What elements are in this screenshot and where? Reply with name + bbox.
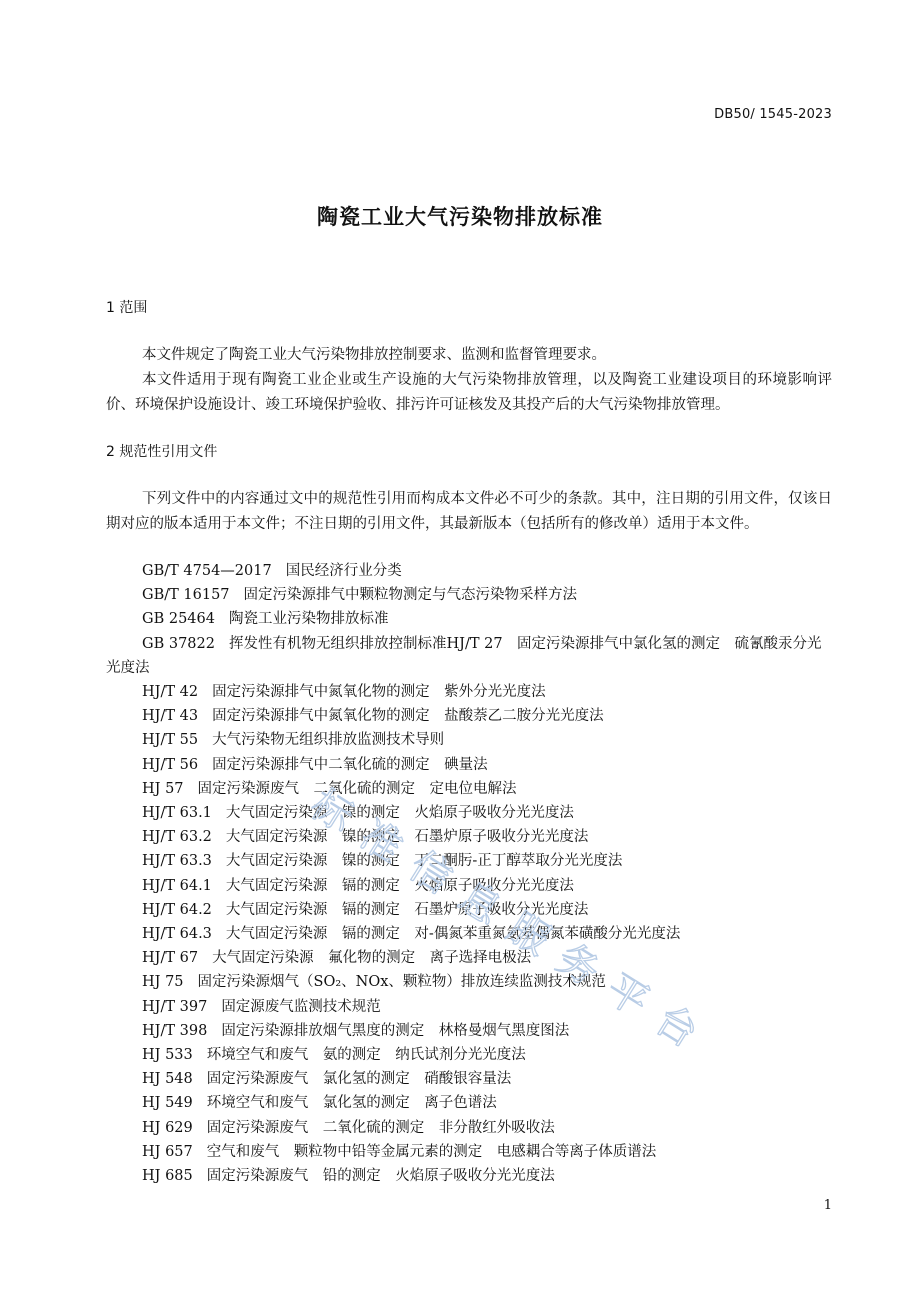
watermark-char: 服 [499, 904, 558, 965]
reference-item [106, 1116, 832, 1140]
watermark-char: 台 [647, 996, 706, 1057]
reference-title: 固定污染源排放烟气黑度的测定 林格曼烟气黑度图法 [221, 1022, 570, 1039]
watermark-char: 信 [401, 842, 460, 904]
reference-code: GB 37822 [142, 635, 215, 652]
reference-code: HJ/T 55 [142, 732, 199, 749]
document-title: 陶瓷工业大气污染物排放标准 [317, 205, 603, 229]
reference-title: 挥发性有机物无组织排放控制标准HJ/T 27 固定污染源排气中氯化氢的测定 硫氰酸汞分光光度法 [106, 635, 822, 676]
reference-title: 大气固定污染源 镉的测定 石墨炉原子吸收分光光度法 [225, 901, 589, 918]
reference-title: 大气固定污染源 镍的测定 火焰原子吸收分光光度法 [225, 805, 574, 822]
reference-code: HJ 629 [142, 1119, 193, 1136]
reference-code: HJ 685 [142, 1168, 193, 1185]
reference-item [106, 728, 832, 752]
reference-code: HJ 548 [142, 1071, 193, 1088]
references-intro [106, 487, 832, 537]
reference-code: HJ 75 [142, 974, 184, 991]
watermark-char: 标 [302, 781, 362, 842]
reference-item [106, 1140, 832, 1164]
reference-title: 固定污染源烟气（SO₂、NOx、颗粒物）排放连续监测技术规范 [197, 974, 606, 991]
reference-code: HJ/T 42 [142, 684, 199, 701]
reference-title: 固定源废气监测技术规范 [221, 998, 381, 1015]
reference-code: HJ/T 398 [142, 1022, 208, 1039]
reference-item [106, 922, 832, 946]
scope-paragraph: 本文件规定了陶瓷工业大气污染物排放控制要求、监测和监督管理要求。 [142, 347, 606, 363]
reference-title: 大气固定污染源 镍的测定 丁二酮肟-正丁醇萃取分光光度法 [225, 853, 623, 870]
reference-item [106, 704, 832, 728]
page-number: 1 [823, 1198, 832, 1213]
reference-code: GB/T 4754—2017 [142, 563, 272, 579]
reference-title: 大气固定污染源 镉的测定 火焰原子吸收分光光度法 [225, 877, 574, 894]
section-heading-references: 2 规范性引用文件 [106, 444, 218, 460]
reference-code: HJ/T 64.2 [142, 901, 212, 918]
section-heading-scope: 1 范围 [106, 300, 148, 316]
reference-item [106, 874, 832, 898]
reference-title: 固定污染源废气 氯化氢的测定 硝酸银容量法 [206, 1071, 512, 1088]
reference-code: HJ/T 67 [142, 950, 199, 967]
standard-code: DB50/ 1545-2023 [714, 107, 832, 122]
reference-item [106, 559, 832, 583]
reference-title: 环境空气和废气 氨的测定 纳氏试剂分光光度法 [206, 1047, 526, 1064]
watermark-char: 务 [548, 935, 608, 996]
reference-item [106, 777, 832, 801]
reference-title: 大气固定污染源 氟化物的测定 离子选择电极法 [212, 950, 532, 967]
reference-code: HJ/T 397 [142, 998, 208, 1015]
reference-item [106, 753, 832, 777]
reference-item [106, 898, 832, 922]
reference-code: GB/T 16157 [142, 587, 230, 604]
reference-title: 固定污染源废气 铅的测定 火焰原子吸收分光光度法 [206, 1168, 555, 1185]
reference-title: 固定污染源排气中颗粒物测定与气态污染物采样方法 [243, 587, 578, 604]
reference-item [106, 946, 832, 970]
scope-body [106, 343, 832, 418]
reference-item [106, 995, 832, 1019]
reference-code: HJ/T 43 [142, 708, 199, 725]
reference-item [106, 970, 832, 994]
reference-item [106, 607, 832, 631]
reference-code: HJ/T 64.1 [142, 877, 212, 894]
watermark-char: 息 [450, 873, 509, 934]
reference-title: 大气固定污染源 镉的测定 对-偶氮苯重氮氨基偶氮苯磺酸分光光度法 [225, 926, 681, 943]
references-intro-text: 下列文件中的内容通过文中的规范性引用而构成本文件必不可少的条款。其中，注日期的引用文件，仅该日期对应的版本适用于本文件；不注日期的引用文件，其最新版本（包括所有的修改单）适用于本文件。 [106, 491, 832, 532]
reference-item [106, 801, 832, 825]
scope-paragraph: 本文件适用于现有陶瓷工业企业或生产设施的大气污染物排放管理，以及陶瓷工业建设项目的环境影响评价、环境保护设施设计、竣工环境保护验收、排污许可证核发及其投产后的大气污染物排放管理。 [106, 372, 832, 413]
reference-item [106, 680, 832, 704]
reference-code: HJ/T 63.2 [142, 829, 212, 846]
reference-title: 陶瓷工业污染物排放标准 [228, 611, 389, 628]
reference-title: 空气和废气 颗粒物中铅等金属元素的测定 电感耦合等离子体质谱法 [206, 1143, 657, 1160]
reference-item [106, 1091, 832, 1115]
reference-code: HJ 57 [142, 780, 184, 797]
reference-item [106, 1164, 832, 1188]
reference-item [106, 825, 832, 849]
reference-code: HJ 549 [142, 1095, 193, 1112]
reference-item [106, 1043, 832, 1067]
reference-title: 环境空气和废气 氯化氢的测定 离子色谱法 [206, 1095, 497, 1112]
reference-item [106, 849, 832, 873]
reference-title: 大气固定污染源 镍的测定 石墨炉原子吸收分光光度法 [225, 829, 589, 846]
reference-code: HJ/T 63.3 [142, 853, 212, 870]
reference-item [106, 1019, 832, 1043]
reference-code: GB 25464 [142, 611, 215, 628]
reference-list [106, 559, 832, 1188]
reference-code: HJ/T 63.1 [142, 805, 212, 822]
reference-title: 国民经济行业分类 [285, 563, 402, 579]
reference-title: 大气污染物无组织排放监测技术导则 [212, 732, 445, 749]
reference-code: HJ 657 [142, 1143, 193, 1160]
reference-code: HJ/T 56 [142, 756, 199, 773]
watermark-char: 准 [352, 812, 411, 873]
reference-title: 固定污染源废气 二氧化硫的测定 定电位电解法 [197, 780, 517, 797]
watermark-char: 平 [597, 965, 657, 1026]
reference-title: 固定污染源排气中二氧化硫的测定 碘量法 [212, 756, 488, 773]
reference-title: 固定污染源废气 二氧化硫的测定 非分散红外吸收法 [206, 1119, 555, 1136]
reference-item [106, 632, 832, 680]
reference-title: 固定污染源排气中氮氧化物的测定 盐酸萘乙二胺分光光度法 [212, 708, 604, 725]
reference-code: HJ 533 [142, 1047, 193, 1064]
reference-item [106, 583, 832, 607]
reference-item [106, 1067, 832, 1091]
reference-title: 固定污染源排气中氮氧化物的测定 紫外分光光度法 [212, 684, 546, 701]
reference-code: HJ/T 64.3 [142, 926, 212, 943]
